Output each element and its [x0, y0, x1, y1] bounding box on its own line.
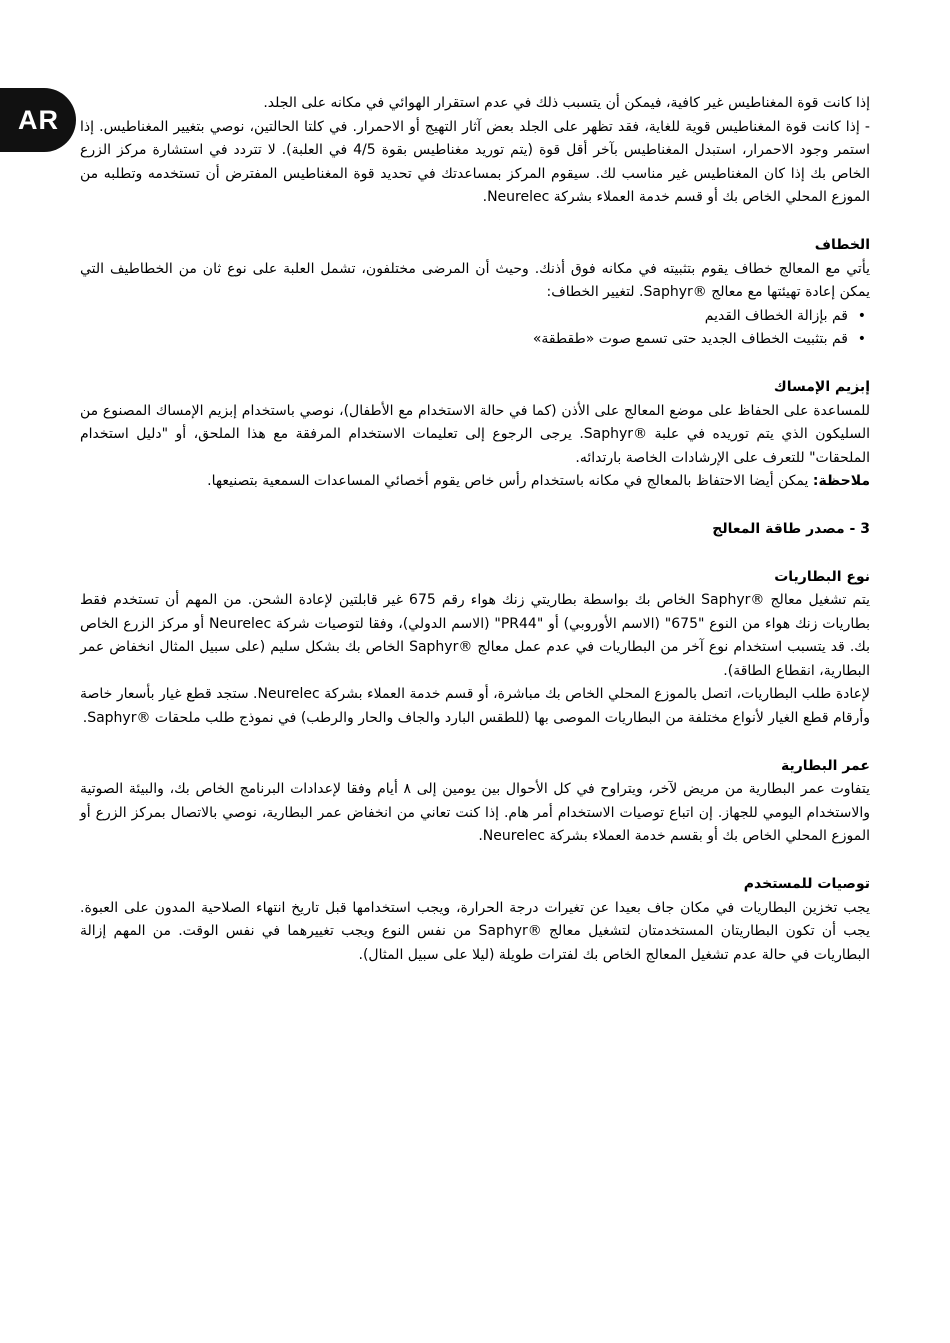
hook-steps-list	[80, 305, 870, 352]
hook-heading: الخطاف	[814, 236, 870, 253]
earmold-note	[80, 470, 870, 494]
user-recommendations-body: يجب تخزين البطاريات في مكان جاف بعيدا عن تغيرات درجة الحرارة، ويجب استخدامها قبل تاريخ انتهاء الصلاحية المدون على العبوة. يجب أن تكون البطاريتان المستخدمتان لتشغيل معالج ®Saphyr من نفس النوع ويجب تغييرهما في نفس الوقت. من المهم إزالة البطاريات في حالة عدم تشغيل المعالج الخاص بك لفترات طويلة (ليلا على سبيل المثال).	[80, 899, 870, 963]
user-recommendations-heading: توصيات للمستخدم	[743, 876, 870, 893]
battery-type-heading: نوع البطاريات	[774, 568, 870, 585]
list-item: • قم بإزالة الخطاف القديم	[80, 305, 848, 329]
language-tab: AR	[0, 88, 76, 152]
intro-paragraph-2: - إذا كانت قوة المغناطيس قوية للغاية، فقد تظهر على الجلد بعض آثار التهيج أو الاحمرار. في كلتا الحالتين، نوصي بتغيير المغناطيس. إذا استمر وجود الاحمرار، استبدل المغناطيس بآخر أقل قوة (يتم توريد مغناطيس بقوة 4/5 في العلبة). لا تتردد في استشارة مركز الزرع الخاص بك إذا كان المغناطيس غير مناسب لك. سيقوم المركز بمساعدتك في تحديد قوة المغناطيس المفترض أن تستخدمه وتطلبه من الموزع المحلي الخاص بك أو قسم خدمة العملاء بشركة Neurelec.	[80, 118, 870, 206]
battery-type-paragraph-1: يتم تشغيل معالج ®Saphyr الخاص بك بواسطة بطاريتي زنك هواء رقم 675 غير قابلتين لإعادة الشحن. من المهم أن تستخدم فقط بطاريات زنك هواء من النوع "675" (الاسم الأوروبي) أو "PR44" (الاسم الدولي)، وفقا لتوصيات شركة Neurelec أو مركز الزرع الخاص بك. قد يتسبب استخدام نوع آخر من البطاريات في عدم عمل معالج ®Saphyr الخاص بك بشكل سليم (على سبيل المثال انخفاض عمر البطارية، انقطاع الطاقة).	[80, 592, 871, 679]
earmold-body: للمساعدة على الحفاظ على موضع المعالج على الأذن (كما في حالة الاستخدام مع الأطفال)، نوصي باستخدام إبزيم الإمساك المصنوع من السليكون الذي يتم توريده في علبة ®Saphyr. يرجى الرجوع إلى تعليمات الاستخدام المرفقة مع هذا الملحق، أو "دليل استخدام الملحقات" للتعرف على الإرشادات الخاصة بارتدائه.	[80, 402, 870, 466]
intro-paragraph-1: إذا كانت قوة المغناطيس غير كافية، فيمكن أن يتسبب ذلك في عدم استقرار الهوائي في مكانه على الجلد.	[263, 95, 870, 111]
earmold-heading: إبزيم الإمساك	[773, 378, 870, 395]
battery-life-body: يتفاوت عمر البطارية من مريض لآخر، ويتراوح في كل الأحوال بين يومين إلى ٨ أيام وفقا لإعدادات البرنامج الخاص بك، والبيئة الصوتية والاستخدام اليومي للجهاز. إن اتباع توصيات الاستخدام أمر هام. إذا كنت تعاني من انخفاض عمر البطارية، نوصي بالاتصال بمركز الزرع أو الموزع المحلي الخاص بك أو بقسم خدمة العملاء بشركة Neurelec.	[80, 781, 870, 845]
battery-life-heading: عمر البطارية	[780, 757, 870, 774]
note-label: ملاحظة:	[812, 473, 870, 490]
section-3-heading: 3 - مصدر طاقة المعالج	[712, 520, 870, 537]
note-text: يمكن أيضا الاحتفاظ بالمعالج في مكانه باستخدام رأس خاص يقوم أخصائي المساعدات السمعية بتصنيعها.	[207, 473, 813, 490]
page-content	[80, 92, 870, 967]
list-item: • قم بتثبيت الخطاف الجديد حتى تسمع صوت «طقطقة»	[80, 328, 848, 352]
battery-type-paragraph-2: لإعادة طلب البطاريات، اتصل بالموزع المحلي الخاص بك مباشرة، أو قسم خدمة العملاء بشركة Neurelec. ستجد قطع غيار بأسعار خاصة وأرقام قطع الغيار لأنواع مختلفة من البطاريات الموصى بها (للطقس البارد والجاف والحار والرطب) في نموذج طلب ملحقات ®Saphyr.	[80, 686, 870, 727]
hook-body: يأتي مع المعالج خطاف يقوم بتثبيته في مكانه فوق أذنك. وحيث أن المرضى مختلفون، تشمل العلبة على نوع ثان من الخطاطيف التي يمكن إعادة تهيئتها مع معالج ®Saphyr. لتغيير الخطاف:	[80, 260, 870, 301]
